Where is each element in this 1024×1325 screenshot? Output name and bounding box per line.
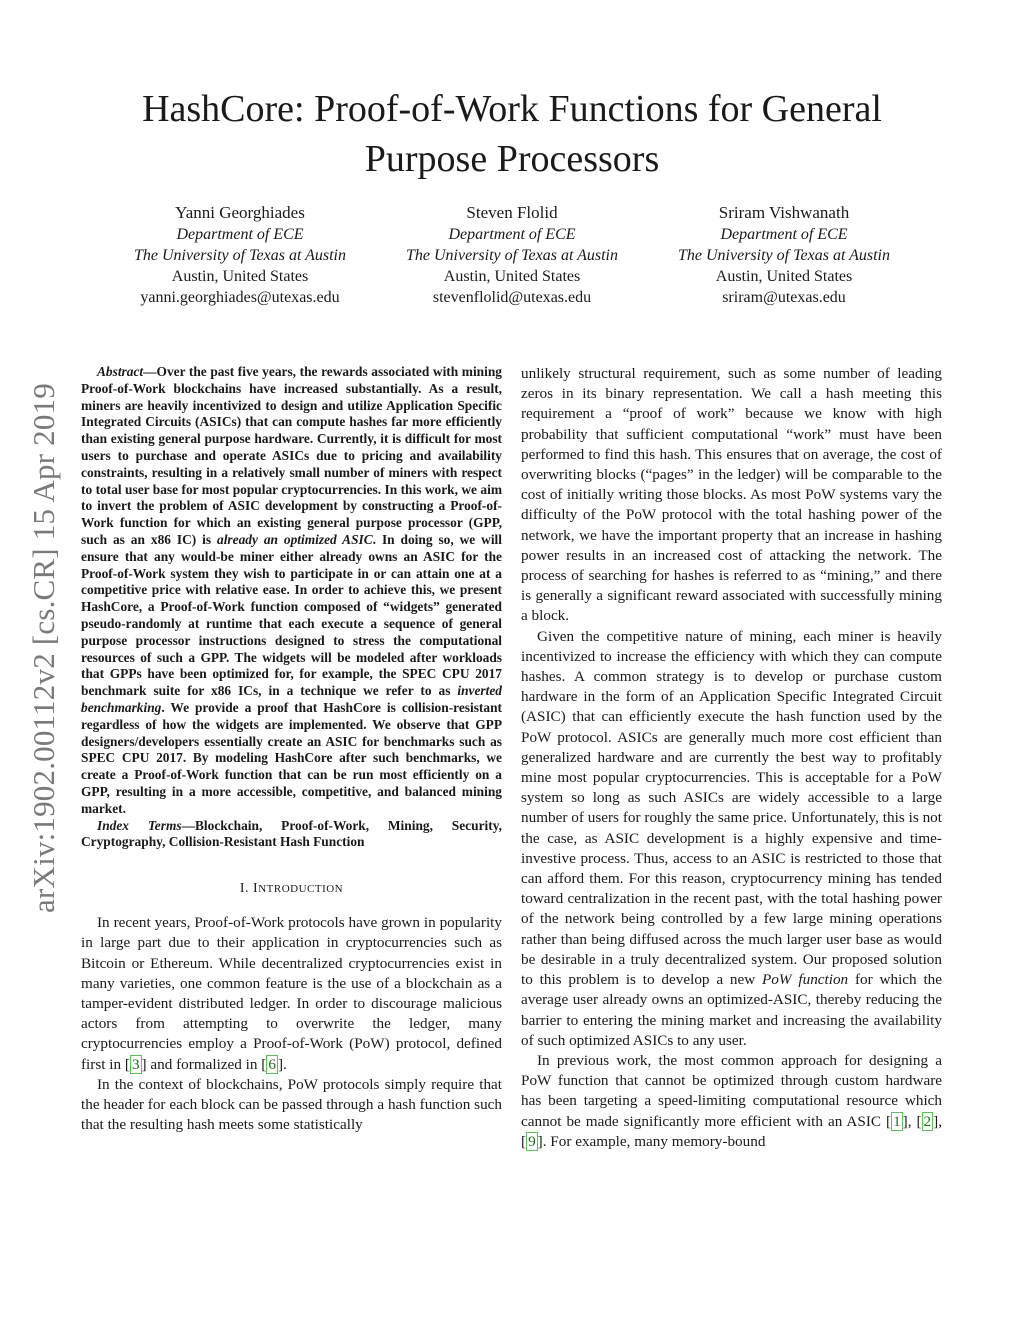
author-location: Austin, United States [443, 268, 581, 285]
citation-link[interactable]: 9 [528, 1132, 536, 1150]
abstract-label: Abstract [97, 364, 144, 379]
author-location: Austin, United States [715, 268, 853, 285]
paragraph [521, 1051, 942, 1152]
abstract [81, 364, 502, 818]
citation-link[interactable]: 2 [923, 1112, 932, 1130]
citation-link[interactable]: 3 [131, 1055, 140, 1073]
paragraph-text: ]. [277, 1055, 287, 1073]
author-university: The University of Texas at Austin [406, 247, 618, 264]
paragraph-text: In recent years, Proof-of-Work protocols have grown in popularity in large part due to their application in cryptocurrencies such as Bitcoin or Ethereum. While decentralized cryptocurrencies exist in many varieties, one common feature is the use of a blockchain as a tamper-evident distributed ledger. In order to discourage malicious actors from attempting to overwrite the ledger, many cryptocurrencies employ a Proof-of-Work (PoW) protocol, defined first in [ [81, 914, 502, 1073]
author-dept: Department of ECE [176, 226, 304, 243]
author-university: The University of Texas at Austin [678, 247, 890, 264]
abstract-text: . In doing so, we will ensure that any would-be miner either already owns an ASIC for the Proof-of-Work system they wish to participate in or can attain one at a competitive price with relative ease. In order to achieve this, we present HashCore, a Proof-of-Work function composed of “widgets” generated pseudo-randomly at runtime that each execute a sequence of general purpose processor instructions designed to stress the computational resources of such a GPP. The widgets will be modeled after workloads that GPPs have been optimized for, for example, the SPEC CPU 2017 benchmark suite for x86 ICs, in a technique we refer to as [81, 531, 503, 699]
left-column [81, 364, 502, 1135]
paragraph-text: Given the competitive nature of mining, each miner is heavily incentivized to increase the efficiency with which they can compute hashes. A common strategy is to develop or purchase custom hardware in the form of an Application Specific Integrated Circuit (ASIC) that can efficiently execute the hash function used by the PoW protocol. ASICs are generally much more cost efficient than generalized hardware and are currently the best way to profitably mine most popular cryptocurrencies. This is acceptable for a PoW system so long as such ASICs are widely accessible to a large number of users for roughly the same price. Unfortunately, this is not the case, as ASIC development is a highly expensive and time-investive process. Thus, access to an ASIC is restricted to those that can afford them. For this reason, cryptocurrency mining has tended toward centralization in the recent past, with the total hashing power of the network being controlled by a few large mining operations rather than being diffused across the much larger user base as would be desirable in a truly decentralized system. Our proposed solution to this problem is to develop a new [521, 627, 942, 989]
author-name: Yanni Georghiades [175, 203, 305, 222]
paragraph-text: In previous work, the most common approach for designing a PoW function that cannot be optimized through custom hardware has been targeting a speed-limiting computational resource which cannot be made significantly more efficient with an ASIC [ [521, 1051, 942, 1130]
right-column [521, 364, 942, 1152]
paragraph [81, 913, 502, 1075]
author-email: sriram@utexas.edu [722, 289, 846, 306]
paragraph-text: ], [ [902, 1112, 922, 1130]
author-location: Austin, United States [171, 268, 309, 285]
author-name: Sriram Vishwanath [718, 203, 850, 222]
paragraph: In the context of blockchains, PoW protocols simply require that the header for each block can be passed through a hash function such that the resulting hash meets some statistically [81, 1075, 502, 1134]
abstract-text: . We provide a proof that HashCore is collision-resistant regardless of how the widgets are implemented. We observe that GPP designers/developers essentially create an ASIC for benchmarks such as SPEC CPU 2017. By modeling HashCore after such benchmarks, we create a Proof-of-Work function that can be run most efficiently on a GPP, resulting in a more accessible, competitive, and balanced mining market. [81, 699, 502, 816]
paragraph: unlikely structural requirement, such as some number of leading zeros in its binary representation. We call a hash meeting this requirement a “proof of work” because we know with high probability that sufficient computational “work” must have been performed to find this hash. This ensures that on average, the cost of overwriting blocks (“pages” in the ledger) will be comparable to the cost of initially writing those blocks. As most PoW systems vary the difficulty of the PoW protocol with the total hashing power of the network, we have the important property that an increase in hashing power results in an increased cost of attacking the network. The process of searching for hashes is referred to as “mining,” and there is generally a significant reward associated with successfully mining a block. [521, 365, 942, 625]
author-university: The University of Texas at Austin [134, 247, 346, 264]
paragraph-text: ]. For example, many memory-bound [537, 1132, 766, 1150]
index-terms-text: —Blockchain, Proof-of-Work, Mining, Security, Cryptography, Collision-Resistant Hash Function [81, 817, 503, 850]
paragraph-emphasis: PoW function [762, 971, 849, 989]
index-terms [81, 818, 502, 852]
section-title: NTRODUCTION [258, 883, 344, 896]
title-line-2: Purpose Processors [364, 138, 660, 180]
index-terms-label: Index Terms [97, 817, 182, 833]
citation-link[interactable]: 6 [268, 1055, 276, 1073]
abstract-emphasis: already an optimized ASIC [217, 531, 373, 547]
paragraph-text: for which the average user already owns an optimized-ASIC, thereby reducing the barrier to entering the mining market and increasing the availability of such optimized ASICs to any user. [521, 971, 943, 1049]
paragraph-text: ] and formalized in [ [141, 1055, 267, 1073]
paper-title [60, 84, 964, 184]
paragraph [521, 627, 942, 1051]
author-email: stevenflolid@utexas.edu [432, 289, 592, 306]
section-numeral: I. I [239, 881, 259, 897]
author-email: yanni.georghiades@utexas.edu [140, 289, 340, 306]
arxiv-stamp: arXiv:1902.00112v2 [cs.CR] 15 Apr 2019 [26, 383, 61, 913]
citation-link[interactable]: 1 [893, 1112, 901, 1130]
author-block-3 [624, 202, 944, 308]
abstract-emphasis: inverted benchmarking [81, 683, 502, 715]
author-name: Steven Flolid [466, 203, 558, 222]
paragraph-text: ], [ [521, 1112, 942, 1150]
author-dept: Department of ECE [448, 226, 576, 243]
author-dept: Department of ECE [720, 226, 848, 243]
abstract-text: —Over the past five years, the rewards associated with mining Proof-of-Work blockchains have increased substantially. As a result, miners are heavily incentivized to design and utilize Application Specific Integrated Circuits (ASICs) that can compute hashes far more efficiently than existing general purpose hardware. Currently, it is difficult for most users to purchase and operate ASICs due to pricing and availability constraints, resulting in a relatively small number of miners with respect to total user base for most popular cryptocurrencies. In this work, we aim to invert the problem of ASIC development by constructing a Proof-of-Work function for which an existing general purpose processor (GPP, such as an x86 IC) is [81, 364, 502, 547]
section-heading [81, 879, 502, 899]
title-line-1: HashCore: Proof-of-Work Functions for General [142, 88, 882, 130]
